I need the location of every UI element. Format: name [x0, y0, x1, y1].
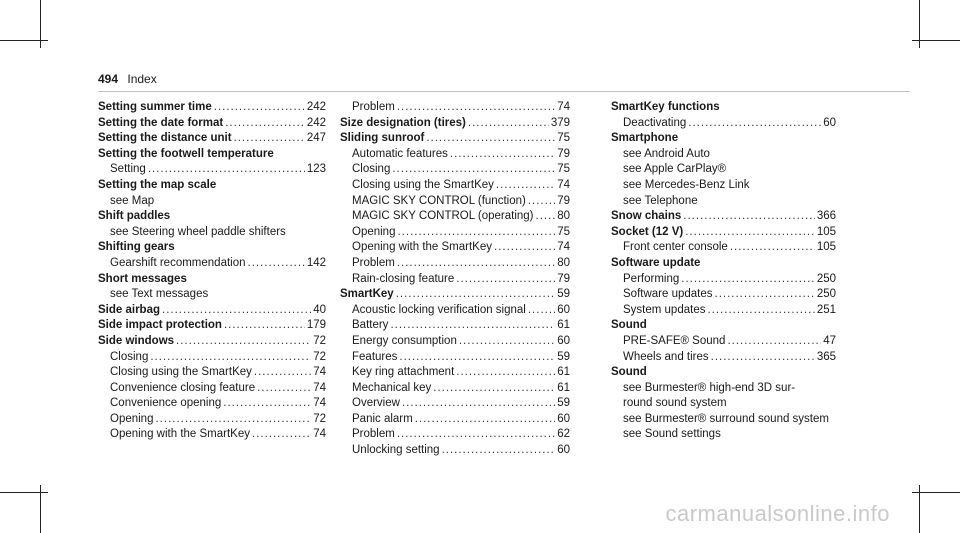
leader-dots [727, 334, 821, 350]
index-entry-heading [611, 225, 836, 241]
page-reference-link[interactable]: 75 [557, 132, 570, 145]
index-subentry [340, 365, 570, 381]
index-entry [98, 240, 326, 271]
index-term: Side windows [98, 334, 175, 347]
index-entry [611, 100, 836, 131]
page-reference-link[interactable]: 80 [557, 256, 570, 269]
page-reference-link[interactable]: 242 [306, 101, 326, 113]
index-subentry [98, 412, 326, 428]
page-reference-link[interactable]: 72 [313, 350, 326, 363]
leader-dots [528, 194, 555, 210]
index-subentry [98, 365, 326, 381]
leader-dots [496, 178, 555, 194]
index-term: Setting summer time [98, 101, 212, 113]
index-subentry [611, 272, 836, 288]
index-subentry-text: Setting [110, 163, 146, 176]
page-reference-link[interactable]: 250 [816, 272, 836, 285]
leader-dots [248, 256, 305, 272]
index-subentry-text: Acoustic locking verification signal [352, 303, 526, 316]
page-reference-link[interactable]: 251 [816, 303, 836, 316]
index-term: Sliding sunroof [340, 132, 425, 145]
leader-dots [399, 350, 555, 366]
index-term: Shift paddles [98, 210, 171, 223]
page-reference-link[interactable]: 79 [557, 272, 570, 285]
index-subentry-text: see Burmester® high-end 3D sur- [623, 381, 796, 394]
index-subentry-text: Convenience closing feature [110, 381, 256, 394]
index-entry-heading [98, 240, 326, 256]
index-subentry-text: Problem [352, 101, 395, 113]
leader-dots [536, 209, 556, 225]
page-reference-link[interactable]: 40 [313, 303, 326, 316]
leader-dots [468, 116, 549, 132]
leader-dots [715, 287, 815, 303]
index-subentry-text: Features [352, 350, 398, 363]
index-entry [98, 303, 326, 319]
leader-dots [681, 272, 815, 288]
index-subentry [340, 334, 570, 350]
index-subentry-text: Opening with the SmartKey [352, 241, 492, 254]
leader-dots [214, 100, 305, 116]
leader-dots [459, 334, 555, 350]
index-subentry-text: Front center console [623, 241, 728, 254]
page-header [98, 72, 157, 86]
index-entry-heading [98, 131, 326, 147]
page-reference-link[interactable]: 247 [306, 132, 326, 145]
watermark: carmanualsonline.info [665, 501, 890, 526]
index-subentry [611, 412, 836, 428]
page-reference-link[interactable]: 61 [557, 366, 570, 379]
index-subentry [98, 381, 326, 397]
page-reference-link[interactable]: 105 [816, 241, 836, 254]
page-reference-link[interactable]: 61 [557, 381, 570, 394]
page-reference-link[interactable]: 75 [557, 163, 570, 176]
index-entry [98, 334, 326, 443]
index-subentry-text: Opening with the SmartKey [110, 428, 250, 441]
index-term: Short messages [98, 272, 187, 285]
index-subentry-text: Closing using the SmartKey [110, 366, 252, 379]
crop-mark [912, 492, 960, 493]
index-subentry-text: Problem [352, 428, 395, 441]
page-reference-link[interactable]: 123 [306, 163, 326, 176]
leader-dots [730, 240, 815, 256]
index-subentry-text: Rain-closing feature [352, 272, 455, 285]
index-entry-heading [98, 116, 326, 132]
index-subentry-text: round sound system [623, 397, 727, 410]
index-column-2 [340, 100, 570, 459]
index-entry [611, 318, 836, 365]
page-reference-link[interactable]: 60 [557, 412, 570, 425]
index-subentry-text: see Burmester® surround sound system [623, 412, 829, 425]
page-reference-link[interactable]: 59 [557, 397, 570, 410]
index-subentry [98, 396, 326, 412]
index-subentry [611, 178, 836, 194]
index-term: Setting the date format [98, 116, 224, 129]
index-subentry [611, 162, 836, 178]
page-reference-link[interactable]: 60 [557, 444, 570, 457]
index-term: Snow chains [611, 210, 682, 223]
page-reference-link[interactable]: 179 [306, 319, 326, 332]
index-entry [98, 116, 326, 132]
leader-dots [162, 303, 311, 319]
index-subentry [611, 334, 836, 350]
index-term: Side impact protection [98, 319, 222, 332]
index-subentry-text: Deactivating [623, 116, 687, 129]
index-subentry [98, 256, 326, 272]
index-subentry [98, 194, 326, 210]
index-entry [611, 131, 836, 209]
page-reference-link[interactable]: 379 [550, 116, 570, 129]
page-reference-link[interactable]: 72 [313, 334, 326, 347]
page-reference-link[interactable]: 79 [557, 147, 570, 160]
index-subentry-text: PRE-SAFE® Sound [623, 334, 726, 347]
leader-dots [390, 318, 555, 334]
index-term: Setting the footwell temperature [98, 147, 274, 160]
index-subentry-text: Opening [110, 412, 154, 425]
leader-dots [252, 427, 311, 443]
page-reference-link[interactable]: 79 [557, 194, 570, 207]
crop-mark [0, 40, 48, 41]
index-subentry [611, 427, 836, 443]
index-term: Shifting gears [98, 241, 175, 254]
page-reference-link[interactable]: 74 [557, 101, 570, 113]
page-reference-link[interactable]: 60 [823, 116, 836, 129]
page-reference-link[interactable]: 75 [557, 225, 570, 238]
leader-dots [397, 427, 555, 443]
index-subentry-text: see Telephone [623, 194, 698, 207]
index-subentry [340, 396, 570, 412]
index-subentry [340, 381, 570, 397]
leader-dots [392, 162, 555, 178]
index-subentry [611, 396, 836, 412]
index-subentry-text: Wheels and tires [623, 350, 709, 363]
index-subentry-text: Problem [352, 256, 395, 269]
header-divider [98, 91, 910, 92]
index-entry [611, 365, 836, 443]
index-subentry [611, 287, 836, 303]
leader-dots [711, 350, 815, 366]
index-subentry-text: Convenience opening [110, 397, 222, 410]
index-subentry-text: Battery [352, 319, 389, 332]
page-reference-link[interactable]: 61 [557, 319, 570, 332]
crop-mark [0, 492, 48, 493]
leader-dots [688, 116, 821, 132]
index-entry [340, 131, 570, 287]
index-entry-heading [611, 365, 836, 381]
index-entry [340, 287, 570, 459]
index-subentry-text: Energy consumption [352, 334, 457, 347]
index-subentry-text: see Map [110, 194, 155, 207]
leader-dots [442, 443, 556, 459]
index-entry-heading [611, 100, 836, 116]
index-subentry [98, 350, 326, 366]
index-subentry-text: Overview [352, 397, 400, 410]
index-subentry [340, 350, 570, 366]
index-entry [611, 225, 836, 256]
index-subentry-text: Opening [352, 225, 396, 238]
leader-dots [155, 412, 311, 428]
index-subentry-text: Closing [352, 163, 391, 176]
leader-dots [396, 287, 556, 303]
index-subentry-text: Automatic features [352, 147, 448, 160]
index-subentry-text: Software updates [623, 288, 713, 301]
leader-dots [683, 209, 815, 225]
index-subentry [340, 162, 570, 178]
index-entry [340, 116, 570, 132]
index-subentry-text: see Android Auto [623, 147, 710, 160]
leader-dots [223, 396, 311, 412]
index-entry-heading [98, 318, 326, 334]
index-subentry-text: Closing using the SmartKey [352, 178, 494, 191]
page-reference-link[interactable]: 72 [313, 412, 326, 425]
page-reference-link[interactable]: 62 [557, 428, 570, 441]
index-entry-heading [98, 272, 326, 288]
page-reference-link[interactable]: 74 [557, 178, 570, 191]
index-entry [340, 100, 570, 116]
index-subentry-text: Closing [110, 350, 149, 363]
index-subentry [340, 272, 570, 288]
index-entry [98, 100, 326, 116]
index-entry-heading [98, 209, 326, 225]
page-reference-link[interactable]: 105 [816, 225, 836, 238]
index-subentry-text: see Apple CarPlay® [623, 163, 727, 176]
index-term: SmartKey functions [611, 101, 720, 113]
leader-dots [426, 131, 555, 147]
page-number: 494 [98, 72, 119, 86]
index-subentry [340, 427, 570, 443]
page-reference-link[interactable]: 59 [557, 350, 570, 363]
index-column-3 [611, 100, 836, 443]
index-subentry-text: see Sound settings [623, 428, 721, 441]
index-subentry [340, 178, 570, 194]
page-reference-link[interactable]: 74 [557, 241, 570, 254]
leader-dots [397, 100, 555, 116]
index-subentry [98, 162, 326, 178]
index-subentry-text: System updates [623, 303, 706, 316]
leader-dots [456, 365, 555, 381]
leader-dots [225, 116, 305, 132]
index-subentry [340, 443, 570, 459]
index-entry-heading [611, 131, 836, 147]
index-entry-heading [98, 334, 326, 350]
index-subentry [611, 147, 836, 163]
page-title: Index [127, 72, 157, 86]
leader-dots [150, 350, 311, 366]
index-subentry-text: see Steering wheel paddle shifters [110, 225, 286, 238]
leader-dots [707, 303, 814, 319]
index-subentry [611, 116, 836, 132]
index-term: Setting the map scale [98, 178, 217, 191]
index-subentry [98, 427, 326, 443]
index-entry [98, 272, 326, 303]
index-subentry [340, 225, 570, 241]
index-entry [611, 256, 836, 318]
index-entry [98, 147, 326, 178]
index-entry-heading [611, 318, 836, 334]
index-subentry [340, 412, 570, 428]
index-entry-heading [340, 116, 570, 132]
index-subentry-text: Performing [623, 272, 680, 285]
index-subentry [611, 194, 836, 210]
page-reference-link[interactable]: 59 [557, 288, 570, 301]
index-subentry [611, 240, 836, 256]
index-entry [611, 209, 836, 225]
index-term: Software update [611, 256, 701, 269]
index-subentry-text: see Text messages [110, 288, 209, 301]
leader-dots [397, 256, 555, 272]
index-term: SmartKey [340, 288, 394, 301]
index-subentry-text: Gearshift recommendation [110, 256, 246, 269]
leader-dots [224, 318, 305, 334]
leader-dots [450, 147, 555, 163]
index-entry-heading [98, 100, 326, 116]
index-entry [98, 178, 326, 209]
index-term: Side airbag [98, 303, 160, 316]
index-column-1 [98, 100, 326, 443]
index-subentry [98, 225, 326, 241]
leader-dots [234, 131, 305, 147]
index-entry-heading [611, 209, 836, 225]
index-entry [98, 209, 326, 240]
leader-dots [494, 240, 555, 256]
index-entry [98, 131, 326, 147]
leader-dots [528, 303, 555, 319]
page-reference-link[interactable]: 142 [306, 256, 326, 269]
index-subentry [611, 350, 836, 366]
index-term: Socket (12 V) [611, 225, 684, 238]
leader-dots [402, 396, 555, 412]
index-subentry-text: Mechanical key [352, 381, 432, 394]
page-reference-link[interactable]: 74 [313, 428, 326, 441]
index-subentry [340, 209, 570, 225]
leader-dots [415, 412, 555, 428]
index-entry-heading [98, 178, 326, 194]
leader-dots [254, 365, 311, 381]
page-reference-link[interactable]: 60 [557, 303, 570, 316]
leader-dots [257, 381, 311, 397]
leader-dots [397, 225, 555, 241]
page-reference-link[interactable]: 366 [816, 210, 836, 223]
index-subentry [611, 381, 836, 397]
index-subentry [98, 287, 326, 303]
index-entry-heading [98, 147, 326, 163]
page-reference-link[interactable]: 74 [313, 381, 326, 394]
index-subentry [611, 303, 836, 319]
leader-dots [148, 162, 305, 178]
leader-dots [176, 334, 311, 350]
page-reference-link[interactable]: 242 [306, 116, 326, 129]
index-subentry-text: Unlocking setting [352, 444, 440, 457]
index-subentry [340, 100, 570, 116]
index-subentry-text: Key ring attachment [352, 366, 455, 379]
index-term: Sound [611, 366, 647, 379]
page-reference-link[interactable]: 74 [313, 397, 326, 410]
index-subentry [340, 303, 570, 319]
index-subentry [340, 240, 570, 256]
leader-dots [433, 381, 555, 397]
page-reference-link[interactable]: 80 [557, 210, 570, 223]
index-subentry-text: MAGIC SKY CONTROL (operating) [352, 210, 534, 223]
leader-dots [456, 272, 555, 288]
index-entry-heading [611, 256, 836, 272]
index-subentry [340, 194, 570, 210]
index-term: Smartphone [611, 132, 679, 145]
leader-dots [685, 225, 815, 241]
index-subentry-text: see Mercedes-Benz Link [623, 178, 750, 191]
page-reference-link[interactable]: 47 [823, 334, 836, 347]
index-subentry [340, 318, 570, 334]
index-entry-heading [98, 303, 326, 319]
index-subentry [340, 256, 570, 272]
index-term: Size designation (tires) [340, 116, 466, 129]
index-entry-heading [340, 287, 570, 303]
page-reference-link[interactable]: 365 [816, 350, 836, 363]
index-entry-heading [340, 131, 570, 147]
index-entry [98, 318, 326, 334]
index-term: Sound [611, 319, 647, 332]
index-subentry [340, 147, 570, 163]
index-term: Setting the distance unit [98, 132, 232, 145]
page-reference-link[interactable]: 60 [557, 334, 570, 347]
index-subentry-text: MAGIC SKY CONTROL (function) [352, 194, 526, 207]
crop-mark [912, 40, 960, 41]
index-subentry-text: Panic alarm [352, 412, 413, 425]
page-reference-link[interactable]: 74 [313, 366, 326, 379]
page-reference-link[interactable]: 250 [816, 288, 836, 301]
